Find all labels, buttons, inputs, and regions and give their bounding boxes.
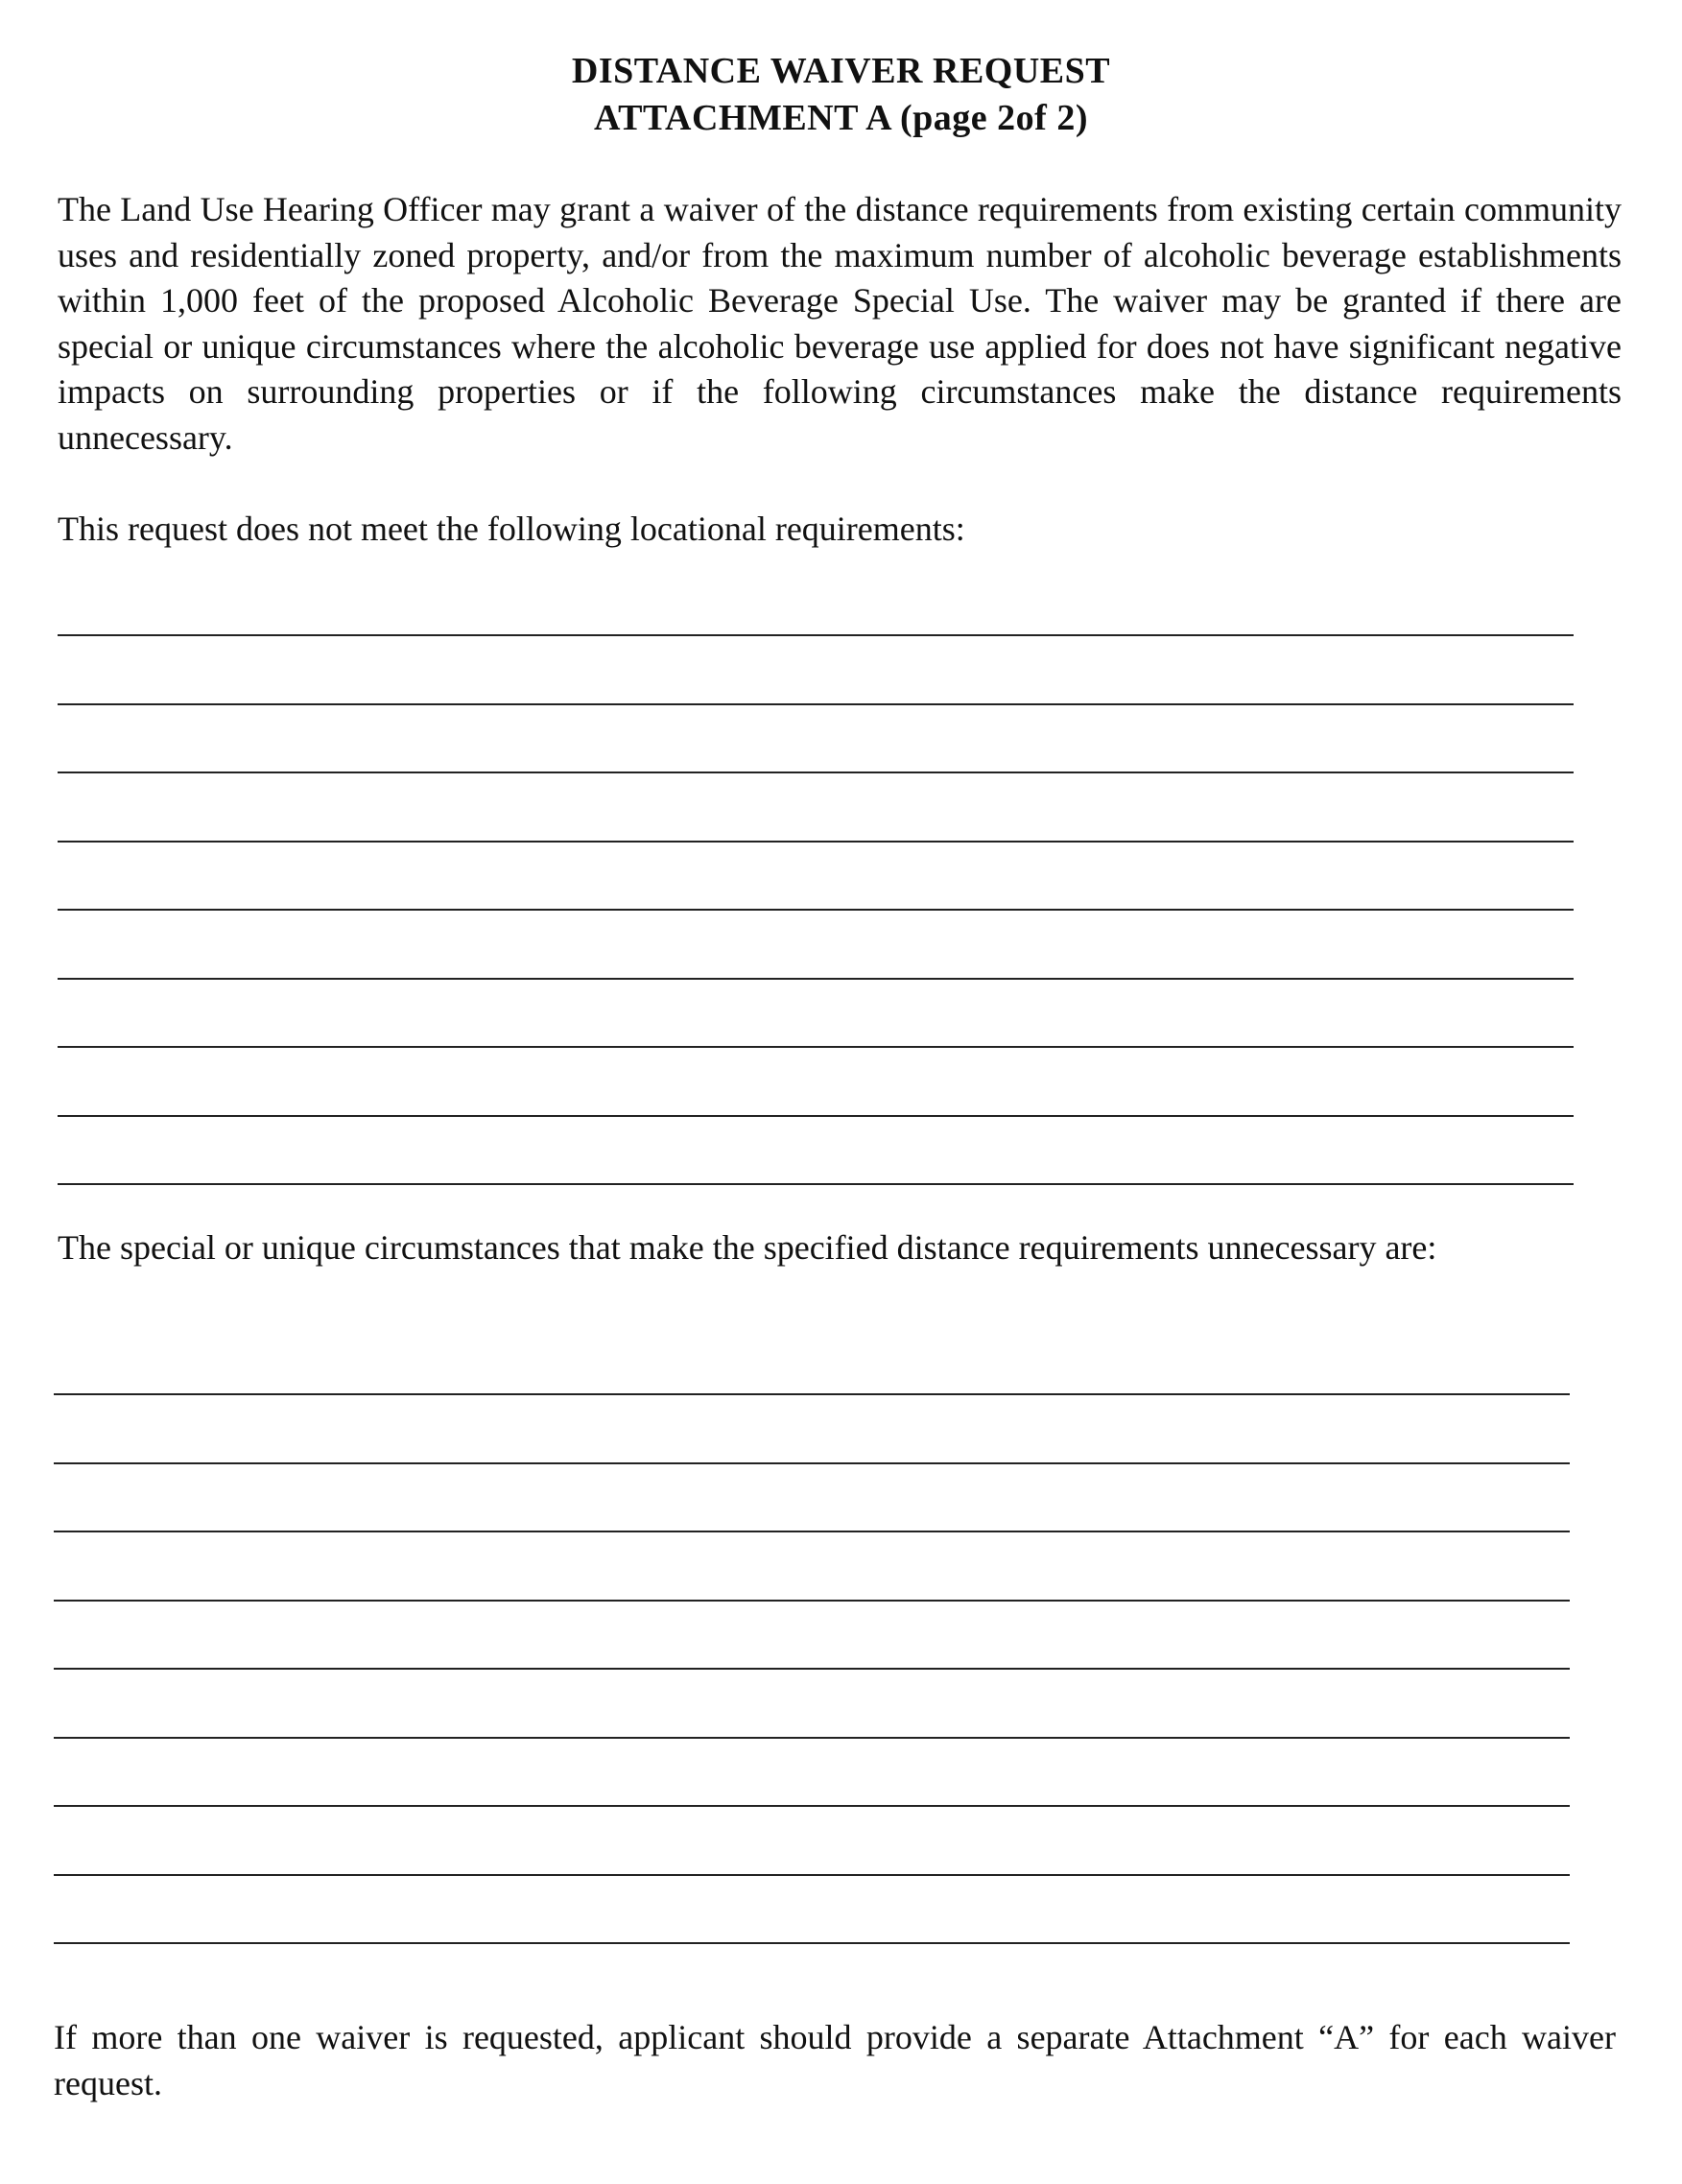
locational-requirement-line[interactable] [58, 909, 1574, 911]
circumstance-line[interactable] [54, 1393, 1570, 1395]
form-subtitle: ATTACHMENT A (page 2of 2) [594, 98, 1088, 138]
locational-requirement-line[interactable] [58, 772, 1574, 773]
locational-requirement-line[interactable] [58, 703, 1574, 705]
circumstances-label: The special or unique circumstances that make the specified distance requirements unnecessary are: [58, 1228, 1437, 1267]
circumstance-line[interactable] [54, 1600, 1570, 1602]
circumstance-line[interactable] [54, 1531, 1570, 1532]
locational-requirement-line[interactable] [58, 634, 1574, 636]
circumstance-line[interactable] [54, 1942, 1570, 1944]
circumstance-line[interactable] [54, 1462, 1570, 1464]
circumstance-line[interactable] [54, 1805, 1570, 1807]
footer-note: If more than one waiver is requested, applicant should provide a separate Attachment “A” for each waiver request. [54, 2018, 1616, 2102]
locational-requirements-label: This request does not meet the following locational requirements: [58, 510, 965, 548]
locational-requirement-line[interactable] [58, 1115, 1574, 1117]
locational-requirement-line[interactable] [58, 1183, 1574, 1185]
form-title: DISTANCE WAIVER REQUEST [571, 51, 1111, 91]
circumstance-line[interactable] [54, 1874, 1570, 1876]
locational-requirement-line[interactable] [58, 1046, 1574, 1048]
intro-paragraph: The Land Use Hearing Officer may grant a waiver of the distance requirements from existing certain community uses and residentially zoned property, and/or from the maximum number of alcoholic beverage establishments within 1,000 feet of the proposed Alcoholic Beverage Special Use. The waiver may be granted if there are special or unique circumstances where the alcoholic beverage use applied for does not have significant negative impacts on surrounding properties or if the following circumstances make the distance requirements unnecessary. [58, 190, 1622, 457]
circumstance-line[interactable] [54, 1737, 1570, 1739]
circumstance-line[interactable] [54, 1668, 1570, 1670]
locational-requirement-line[interactable] [58, 841, 1574, 843]
locational-requirement-line[interactable] [58, 978, 1574, 980]
